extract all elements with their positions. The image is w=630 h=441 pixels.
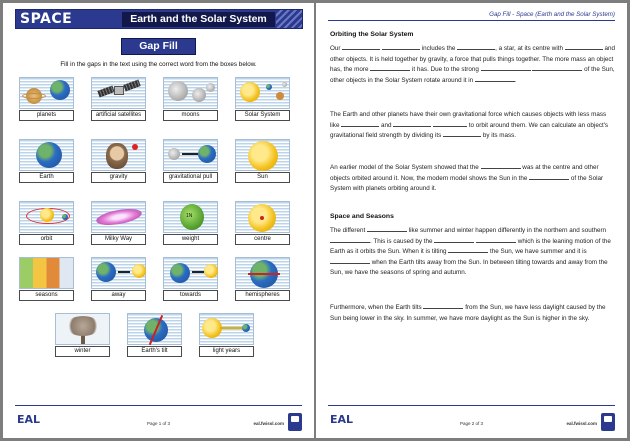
orbit-image bbox=[19, 201, 74, 233]
word-card-label: Solar System bbox=[235, 110, 290, 121]
gap-blank[interactable] bbox=[342, 44, 380, 50]
newton-image bbox=[91, 139, 146, 171]
sun-image bbox=[235, 139, 290, 171]
word-card-planets bbox=[19, 77, 74, 121]
header-stripes bbox=[276, 10, 302, 28]
word-card-milky-way bbox=[91, 201, 146, 245]
word-card-seasons bbox=[19, 257, 74, 301]
worksheet-page-2 bbox=[316, 3, 627, 438]
paragraph-5: Furthermore, when the Earth tilts from the Sun, we have less daylight caused by the Sun being lower in the sky. In summer, we have more daylight as the Sun is higher in the sky. bbox=[330, 304, 606, 322]
gap-blank[interactable] bbox=[475, 76, 515, 82]
word-card-label: orbit bbox=[19, 234, 74, 245]
seasons-image bbox=[19, 257, 74, 289]
gap-blank[interactable] bbox=[423, 303, 463, 309]
word-card-label: hemispheres bbox=[235, 290, 290, 301]
paragraph-1: Our includes the , a star, at its centre with and other objects. It is held together by gravity, a force that pulls things together. The more mass an object has, the more it has. Due to the strong of the Sun, other objects in the Solar System rotate around it in . bbox=[330, 45, 616, 84]
page-number: Page 1 of 3 bbox=[146, 421, 171, 426]
gap-blank[interactable] bbox=[370, 65, 410, 71]
word-card-label: planets bbox=[19, 110, 74, 121]
word-card-gravitational-pull bbox=[163, 139, 218, 183]
paragraph-3: An earlier model of the Solar System showed that the was at the centre and other objects orbited around it. Now, the modern model shows the Sun in the of the Solar System with planets orbiting around it. bbox=[330, 164, 604, 193]
word-card-weight bbox=[163, 201, 218, 245]
footer-divider bbox=[15, 405, 302, 406]
word-card-label: gravitational pull bbox=[163, 172, 218, 183]
away-image bbox=[91, 257, 146, 289]
gravitational-pull-image bbox=[163, 139, 218, 171]
milky-way-image bbox=[91, 201, 146, 233]
gap-blank[interactable] bbox=[434, 237, 474, 243]
gap-blank[interactable] bbox=[529, 174, 569, 180]
word-card-gravity bbox=[91, 139, 146, 183]
hemispheres-image bbox=[235, 257, 290, 289]
word-card-label: winter bbox=[55, 346, 110, 357]
gap-blank[interactable] bbox=[457, 44, 495, 50]
light-years-image bbox=[199, 313, 254, 345]
word-card-earth bbox=[19, 139, 74, 183]
word-card-label: seasons bbox=[19, 290, 74, 301]
word-card-centre bbox=[235, 201, 290, 245]
satellite-image bbox=[91, 77, 146, 109]
publisher-badge-icon bbox=[288, 413, 302, 431]
publisher-badge-icon bbox=[601, 413, 615, 431]
word-card-label: centre bbox=[235, 234, 290, 245]
gap-blank[interactable] bbox=[341, 121, 379, 127]
gap-blank[interactable] bbox=[433, 121, 467, 127]
section-heading-orbiting: Orbiting the Solar System bbox=[330, 31, 414, 38]
word-card-label: Earth's tilt bbox=[127, 346, 182, 357]
earth-image bbox=[19, 139, 74, 171]
moons-image bbox=[163, 77, 218, 109]
word-card-sun bbox=[235, 139, 290, 183]
header-title: Earth and the Solar System bbox=[122, 12, 275, 27]
gap-blank[interactable] bbox=[443, 131, 481, 137]
word-card-label: Earth bbox=[19, 172, 74, 183]
earths-tilt-image bbox=[127, 313, 182, 345]
page-number: Page 2 of 3 bbox=[459, 421, 484, 426]
gap-blank[interactable] bbox=[448, 247, 488, 253]
gap-blank[interactable] bbox=[330, 237, 370, 243]
instruction-text: Fill in the gaps in the text using the correct word from the boxes below. bbox=[60, 61, 257, 68]
word-card-moons bbox=[163, 77, 218, 121]
word-card-label: Sun bbox=[235, 172, 290, 183]
word-card-towards bbox=[163, 257, 218, 301]
eal-logo: EAL bbox=[17, 413, 41, 426]
word-card-label: artificial satellites bbox=[91, 110, 146, 121]
gap-blank[interactable] bbox=[476, 237, 516, 243]
gap-fill-title: Gap Fill bbox=[121, 38, 196, 55]
gap-blank[interactable] bbox=[382, 44, 420, 50]
running-title: Gap Fill - Space (Earth and the Solar System) bbox=[489, 11, 615, 18]
word-card-label: Milky Way bbox=[91, 234, 146, 245]
winter-tree-image bbox=[55, 313, 110, 345]
gap-blank[interactable] bbox=[367, 226, 407, 232]
word-card-label: moons bbox=[163, 110, 218, 121]
apple-image: 1N bbox=[163, 201, 218, 233]
word-card-away bbox=[91, 257, 146, 301]
footer-url[interactable]: eal.fwissl.com bbox=[566, 421, 597, 426]
gap-blank[interactable] bbox=[565, 44, 603, 50]
gap-blank[interactable] bbox=[481, 163, 521, 169]
word-card-winter bbox=[55, 313, 110, 357]
page-footer bbox=[316, 405, 627, 438]
word-card-artificial-satellites bbox=[91, 77, 146, 121]
gap-blank[interactable] bbox=[532, 65, 582, 71]
word-card-label: towards bbox=[163, 290, 218, 301]
solar-system-image bbox=[235, 77, 290, 109]
word-card-label: weight bbox=[163, 234, 218, 245]
eal-logo: EAL bbox=[330, 413, 354, 426]
paragraph-4: The different like summer and winter happen differently in the northern and southern . This is caused by the which is the leaning motion of the Earth as it orbits the Sun. When it is tilting the Sun, we have summer and it is when the Earth tilts away from the Sun. In between tilting towards and away from the Sun, we have the seasons of spring and autumn. bbox=[330, 227, 611, 277]
word-card-label: gravity bbox=[91, 172, 146, 183]
gap-blank[interactable] bbox=[393, 121, 431, 127]
gap-blank[interactable] bbox=[481, 65, 531, 71]
header-banner bbox=[15, 9, 303, 29]
footer-divider bbox=[328, 405, 615, 406]
word-card-hemispheres bbox=[235, 257, 290, 301]
word-card-solar-system bbox=[235, 77, 290, 121]
word-card-earths-tilt bbox=[127, 313, 182, 357]
towards-image bbox=[163, 257, 218, 289]
word-card-light-years bbox=[199, 313, 254, 357]
word-card-orbit bbox=[19, 201, 74, 245]
paragraph-2: The Earth and other planets have their own gravitational force which causes objects with less mass like and to orbit around them. We can calculate an object's gravitational field strength by dividing its by its mass. bbox=[330, 111, 609, 140]
footer-url[interactable]: eal.fwissl.com bbox=[253, 421, 284, 426]
header-subject: SPACE bbox=[20, 11, 73, 27]
centre-image bbox=[235, 201, 290, 233]
worksheet-page-1 bbox=[3, 3, 314, 438]
gap-blank[interactable] bbox=[330, 258, 370, 264]
word-card-label: light years bbox=[199, 346, 254, 357]
section-heading-seasons: Space and Seasons bbox=[330, 213, 394, 220]
header-divider bbox=[328, 20, 615, 21]
word-card-label: away bbox=[91, 290, 146, 301]
planets-image bbox=[19, 77, 74, 109]
page-footer bbox=[3, 405, 314, 438]
